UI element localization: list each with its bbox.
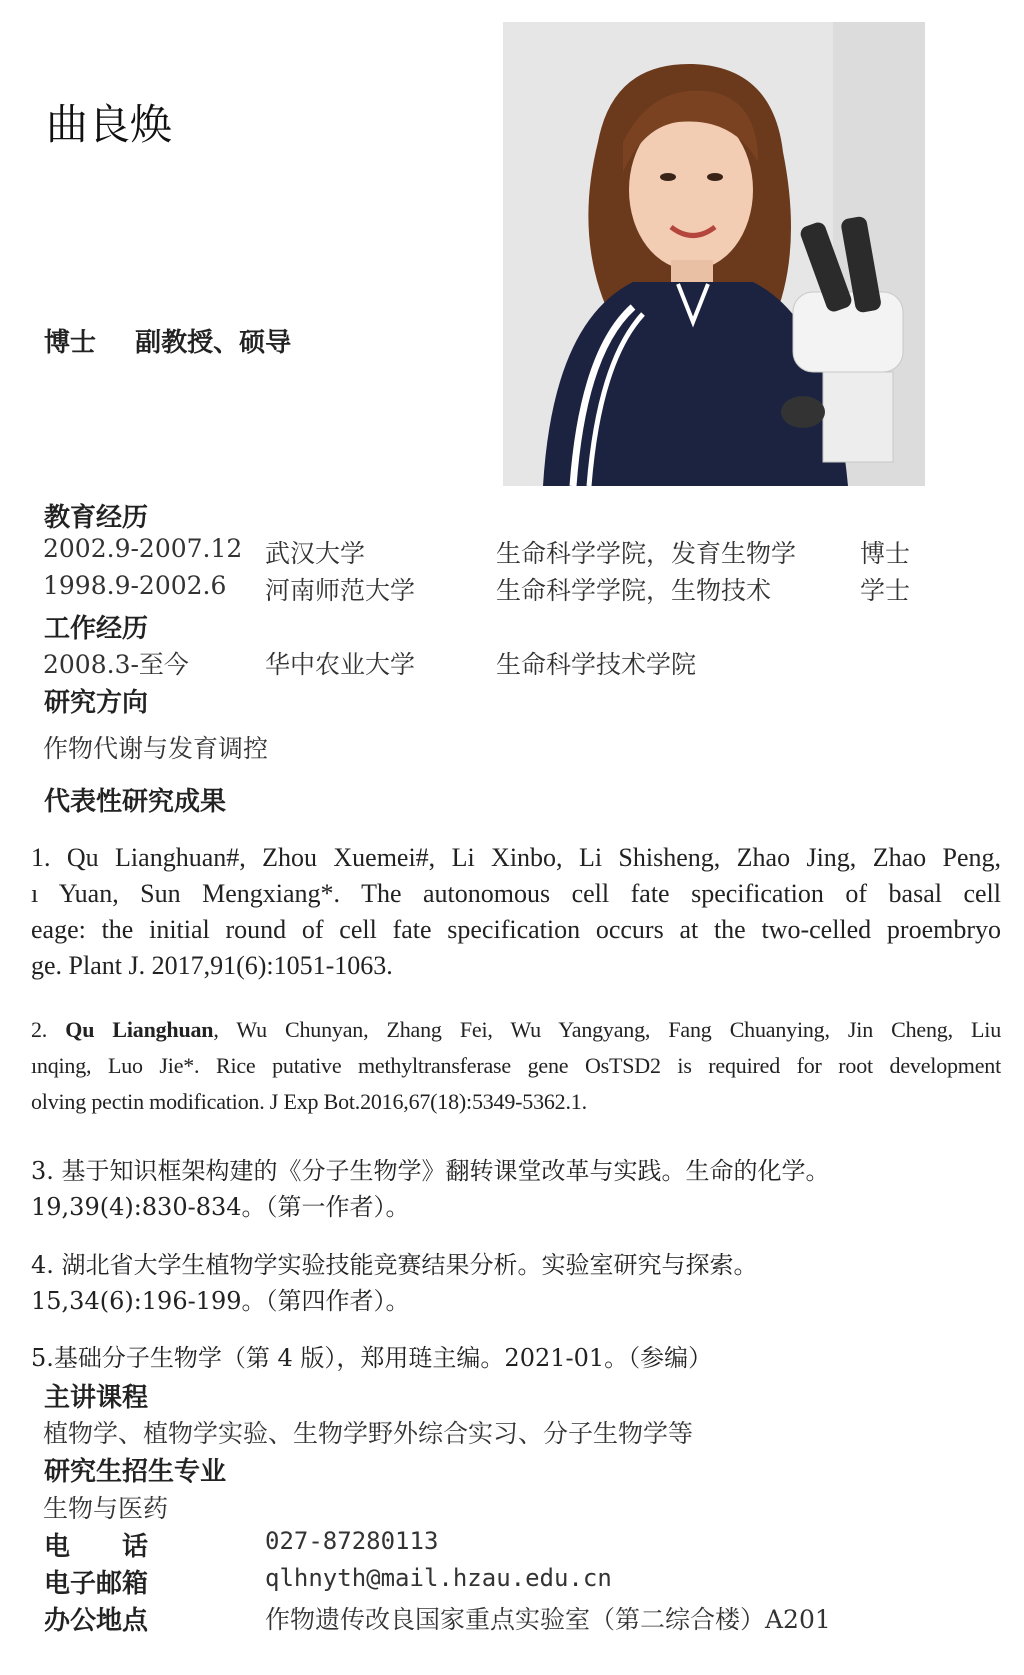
publication-item-1 [31, 840, 1001, 984]
publication-line: olving pectin modification. J Exp Bot.2016,67(18):5349-5362.1. [31, 1089, 587, 1114]
education-department: 生命科学学院，发育生物学 [496, 539, 797, 568]
work-heading: 工作经历 [44, 614, 149, 644]
publication-item-2 [31, 1012, 1001, 1120]
publication-line: ge. Plant J. 2017,91(6):1051-1063. [31, 951, 393, 980]
email-label: 电子邮箱 [44, 1569, 149, 1599]
publication-line: 15,34(6):196-199。（第四作者）。 [31, 1287, 410, 1315]
work-period: 2008.3-至今 [43, 650, 189, 679]
portrait-photo [503, 22, 925, 486]
education-period: 2002.9-2007.12 [43, 534, 243, 563]
publication-line: 5.基础分子生物学（第 4 版），郑用琏主编。2021-01。（参编） [31, 1344, 713, 1372]
phone-value: 027-87280113 [265, 1527, 439, 1555]
degree: 博士 [44, 328, 97, 358]
education-degree: 博士 [860, 539, 911, 568]
education-institution: 河南师范大学 [265, 576, 416, 605]
publication-line: 19,39(4):830-834。（第一作者）。 [31, 1193, 410, 1221]
person-name: 曲良焕 [46, 100, 173, 149]
publication-line: ı Yuan, Sun Mengxiang*. The autonomous cell fate specification of basal cell [31, 879, 1001, 908]
education-institution: 武汉大学 [265, 539, 366, 568]
publication-line: ınqing, Luo Jie*. Rice putative methyltransferase gene OsTSD2 is required for root development [31, 1053, 1001, 1078]
publication-highlight-author: Qu Lianghuan [65, 1017, 214, 1042]
courses-text: 植物学、植物学实验、生物学野外综合实习、分子生物学等 [43, 1419, 694, 1448]
position: 副教授、硕导 [135, 328, 292, 358]
education-department: 生命科学学院，生物技术 [496, 576, 772, 605]
publication-line-rest: , Wu Chunyan, Zhang Fei, Wu Yangyang, Fang Chuanying, Jin Cheng, Liu [213, 1017, 1001, 1042]
publication-line: eage: the initial round of cell fate specification occurs at the two-celled proembryo [31, 915, 1001, 944]
work-institution: 华中农业大学 [265, 650, 416, 679]
majors-text: 生物与医药 [43, 1494, 169, 1523]
publication-line: 4. 湖北省大学生植物学实验技能竞赛结果分析。实验室研究与探索。 [31, 1251, 758, 1279]
office-label: 办公地点 [44, 1606, 149, 1636]
research-heading: 研究方向 [44, 688, 149, 718]
portrait-illustration [503, 22, 925, 486]
education-heading: 教育经历 [44, 503, 149, 533]
phone-label: 电 话 [44, 1532, 149, 1562]
publication-line: 3. 基于知识框架构建的《分子生物学》翻转课堂改革与实践。生命的化学。 [31, 1157, 830, 1185]
education-period: 1998.9-2002.6 [43, 571, 227, 600]
publication-number: 2. [31, 1017, 48, 1042]
publication-line [31, 1012, 1001, 1048]
publication-item-3 [31, 1153, 1001, 1225]
publication-item-4 [31, 1247, 1001, 1319]
office-value: 作物遗传改良国家重点实验室（第二综合楼）A201 [265, 1605, 831, 1634]
research-text: 作物代谢与发育调控 [43, 734, 269, 763]
publication-item-5 [31, 1340, 1001, 1376]
courses-heading: 主讲课程 [44, 1383, 149, 1413]
publication-line: 1. Qu Lianghuan#, Zhou Xuemei#, Li Xinbo, Li Shisheng, Zhao Jing, Zhao Peng, [31, 843, 1001, 872]
title-line [44, 322, 321, 359]
work-department: 生命科学技术学院 [496, 650, 697, 679]
email-value[interactable]: qlhnyth@mail.hzau.edu.cn [265, 1564, 612, 1592]
publications-heading: 代表性研究成果 [44, 787, 227, 817]
majors-heading: 研究生招生专业 [44, 1457, 227, 1487]
education-degree: 学士 [860, 576, 911, 605]
